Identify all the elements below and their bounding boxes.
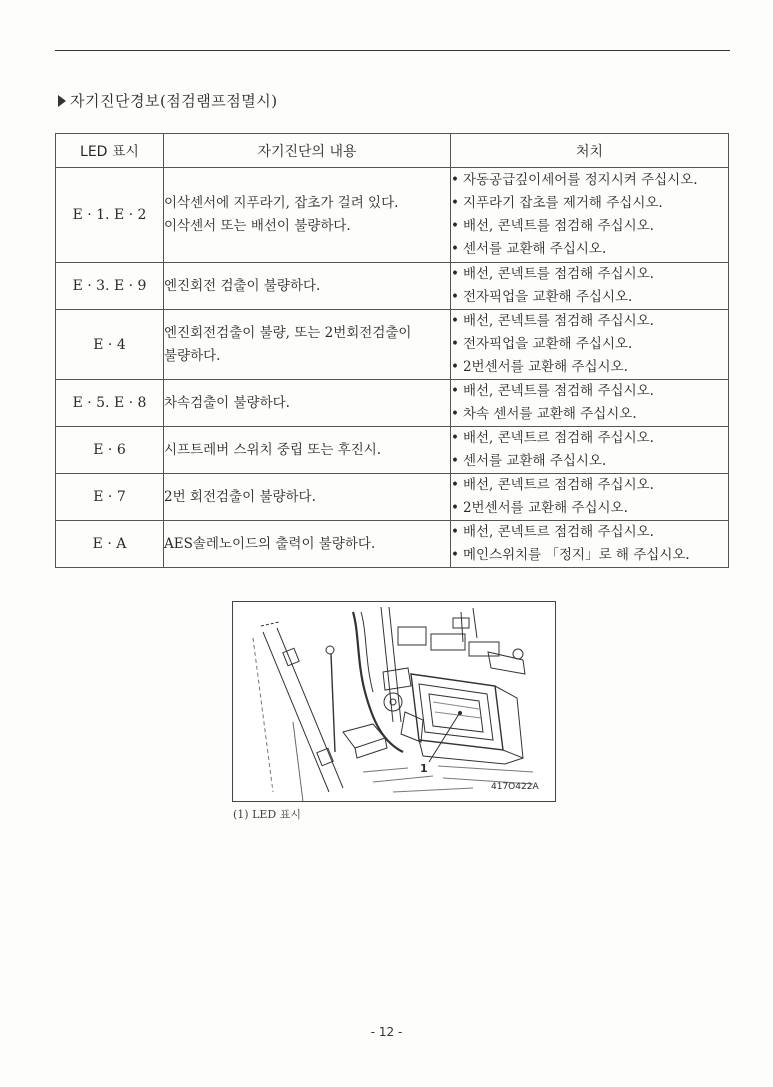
header-led: LED 표시 (56, 134, 164, 168)
content-line: 엔진회전검출이 불량, 또는 2번회전검출이 (164, 324, 412, 341)
action-list (451, 427, 729, 474)
action-item: • 차속 센서를 교환해 주십시오. (451, 403, 728, 426)
table-row (56, 474, 729, 521)
top-rule (55, 50, 730, 51)
led-code: E · 6 (56, 427, 164, 474)
diagnosis-content (164, 474, 451, 521)
diagnosis-content (164, 263, 451, 310)
header-content: 자기진단의 내용 (164, 134, 451, 168)
figure-caption: (1) LED 표시 (233, 808, 301, 821)
action-item: • 배선, 콘넥트를 점검해 주십시오. (451, 310, 728, 333)
content-line: AES솔레노이드의 출력이 불량하다. (164, 535, 376, 552)
triangle-bullet-icon (58, 95, 66, 107)
action-list (451, 263, 729, 310)
action-list (451, 310, 729, 380)
action-item: • 배선, 콘넥트를 점검해 주십시오. (451, 380, 728, 403)
action-item: • 배선, 콘넥트르 점검해 주십시오. (451, 474, 728, 497)
action-list (451, 380, 729, 427)
diagnosis-content (164, 427, 451, 474)
content-line: 엔진회전 검출이 불량하다. (164, 277, 321, 294)
machine-figure (232, 601, 556, 802)
led-code: E · 5. E · 8 (56, 380, 164, 427)
diagnosis-content (164, 380, 451, 427)
content-line: 시프트레버 스위치 중립 또는 후진시. (164, 441, 382, 458)
action-item: • 센서를 교환해 주십시오. (451, 450, 728, 473)
action-item: • 배선, 콘넥트를 점검해 주십시오. (451, 215, 728, 238)
content-line: 2번 회전검출이 불량하다. (164, 488, 316, 505)
diagnosis-table (55, 133, 729, 568)
led-code: E · 7 (56, 474, 164, 521)
figure-code: 417O422A (491, 782, 539, 792)
table-row (56, 521, 729, 568)
callout-number: 1 (420, 762, 428, 775)
action-item: • 센서를 교환해 주십시오. (451, 238, 728, 261)
led-code: E · A (56, 521, 164, 568)
action-item: • 메인스위치를 「정지」로 해 주십시오. (451, 544, 728, 567)
content-line: 이삭센서 또는 배선이 불량하다. (164, 218, 351, 234)
action-item: • 2번센서를 교환해 주십시오. (451, 497, 728, 520)
action-item: • 지푸라기 잡초를 제거해 주십시오. (451, 192, 728, 215)
action-item: • 배선, 콘넥트를 점검해 주십시오. (451, 263, 728, 286)
content-line: 이삭센서에 지푸라기, 잡초가 걸려 있다. (164, 195, 399, 211)
section-title-text: 자기진단경보(점검램프점멸시) (70, 92, 278, 110)
action-item: • 전자픽업을 교환해 주십시오. (451, 333, 728, 356)
header-action: 처치 (451, 134, 729, 168)
diagnosis-content (164, 310, 451, 380)
action-item: • 배선, 콘넥트르 점검해 주십시오. (451, 521, 728, 544)
table-header-row (56, 134, 729, 168)
section-title (58, 90, 278, 111)
led-code: E · 3. E · 9 (56, 263, 164, 310)
action-list (451, 521, 729, 568)
table-row (56, 427, 729, 474)
action-list (451, 474, 729, 521)
page-number: - 12 - (370, 1025, 403, 1039)
diagnosis-content (164, 521, 451, 568)
led-code: E · 1. E · 2 (56, 168, 164, 263)
table-row (56, 168, 729, 263)
table-row (56, 380, 729, 427)
action-item: • 전자픽업을 교환해 주십시오. (451, 286, 728, 309)
content-line: 차속검출이 불량하다. (164, 394, 290, 411)
action-item: • 2번센서를 교환해 주십시오. (451, 356, 728, 379)
led-code: E · 4 (56, 310, 164, 380)
action-item: • 배선, 콘넥트르 점검해 주십시오. (451, 427, 728, 450)
diagnosis-content (164, 168, 451, 263)
content-line: 불량하다. (164, 347, 221, 364)
action-list (451, 168, 729, 263)
action-item: • 자동공급깊이세어를 정지시켜 주십시오. (451, 169, 728, 192)
table-row (56, 310, 729, 380)
machine-illustration (233, 602, 555, 801)
table-row (56, 263, 729, 310)
